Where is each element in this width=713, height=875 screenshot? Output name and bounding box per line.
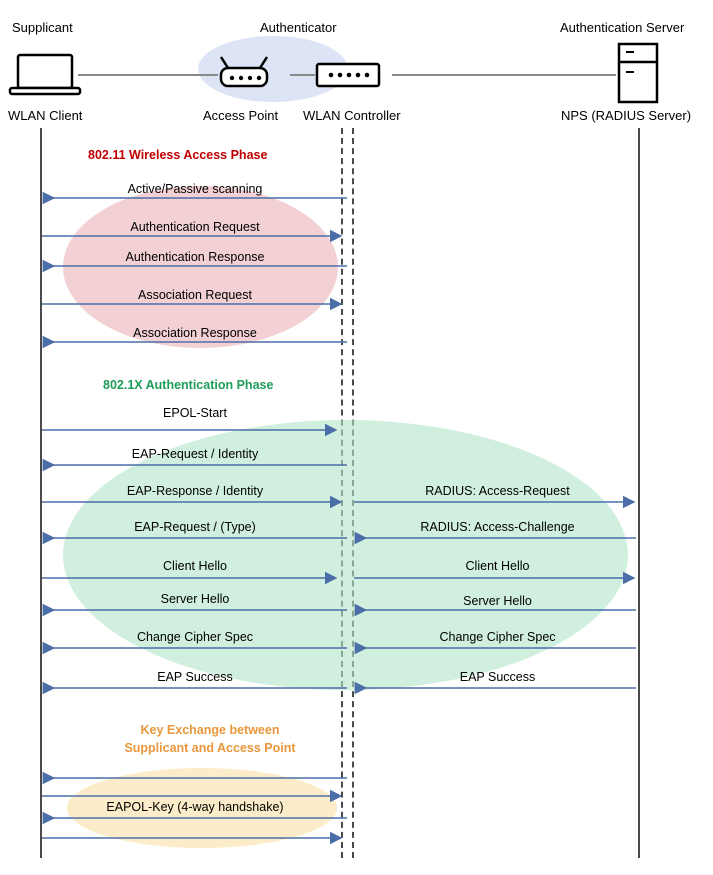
message-label-m19: EAP Success	[459, 670, 536, 684]
header-authentication-server: Authentication Server	[560, 20, 685, 35]
phase-label-dot1x: 802.1X Authentication Phase	[103, 378, 274, 392]
header-supplicant: Supplicant	[12, 20, 73, 35]
phase-label-key-exchange-line2: Supplicant and Access Point	[124, 741, 296, 755]
label-wlan-controller: WLAN Controller	[303, 108, 401, 123]
message-label-m22: EAPOL-Key (4-way handshake)	[106, 800, 284, 814]
message-label-m3: Authentication Response	[125, 250, 265, 264]
message-label-m10: EAP-Request / (Type)	[134, 520, 256, 534]
label-nps-radius-server: NPS (RADIUS Server)	[561, 108, 692, 123]
message-label-m17: Change Cipher Spec	[439, 630, 556, 644]
message-label-m16: Change Cipher Spec	[136, 630, 254, 644]
wireless-access-point-icon	[221, 57, 267, 86]
message-label-m11: RADIUS: Access-Challenge	[420, 520, 575, 534]
phase-label-key-exchange-line1: Key Exchange between	[140, 723, 280, 737]
label-wlan-client: WLAN Client	[8, 108, 83, 123]
message-label-m12: Client Hello	[163, 559, 227, 573]
message-label-m6: EPOL-Start	[163, 406, 227, 420]
message-label-m4: Association Request	[138, 288, 252, 302]
phase-label-wireless-access: 802.11 Wireless Access Phase	[88, 148, 268, 162]
message-label-m18: EAP Success	[157, 670, 233, 684]
message-label-m1: Active/Passive scanning	[127, 182, 263, 196]
message-label-m9: RADIUS: Access-Request	[425, 484, 570, 498]
message-label-m15: Server Hello	[463, 594, 532, 608]
message-label-m7: EAP-Request / Identity	[131, 447, 259, 461]
message-label-m14: Server Hello	[160, 592, 230, 606]
header-authenticator: Authenticator	[260, 20, 337, 35]
laptop-icon	[10, 55, 80, 94]
message-label-m2: Authentication Request	[130, 220, 260, 234]
wlan-controller-icon	[317, 64, 379, 86]
message-label-m13: Client Hello	[465, 559, 530, 573]
message-label-m8: EAP-Response / Identity	[126, 484, 264, 498]
label-access-point: Access Point	[203, 108, 279, 123]
message-label-m5: Association Response	[133, 326, 257, 340]
server-rack-icon	[619, 44, 657, 102]
